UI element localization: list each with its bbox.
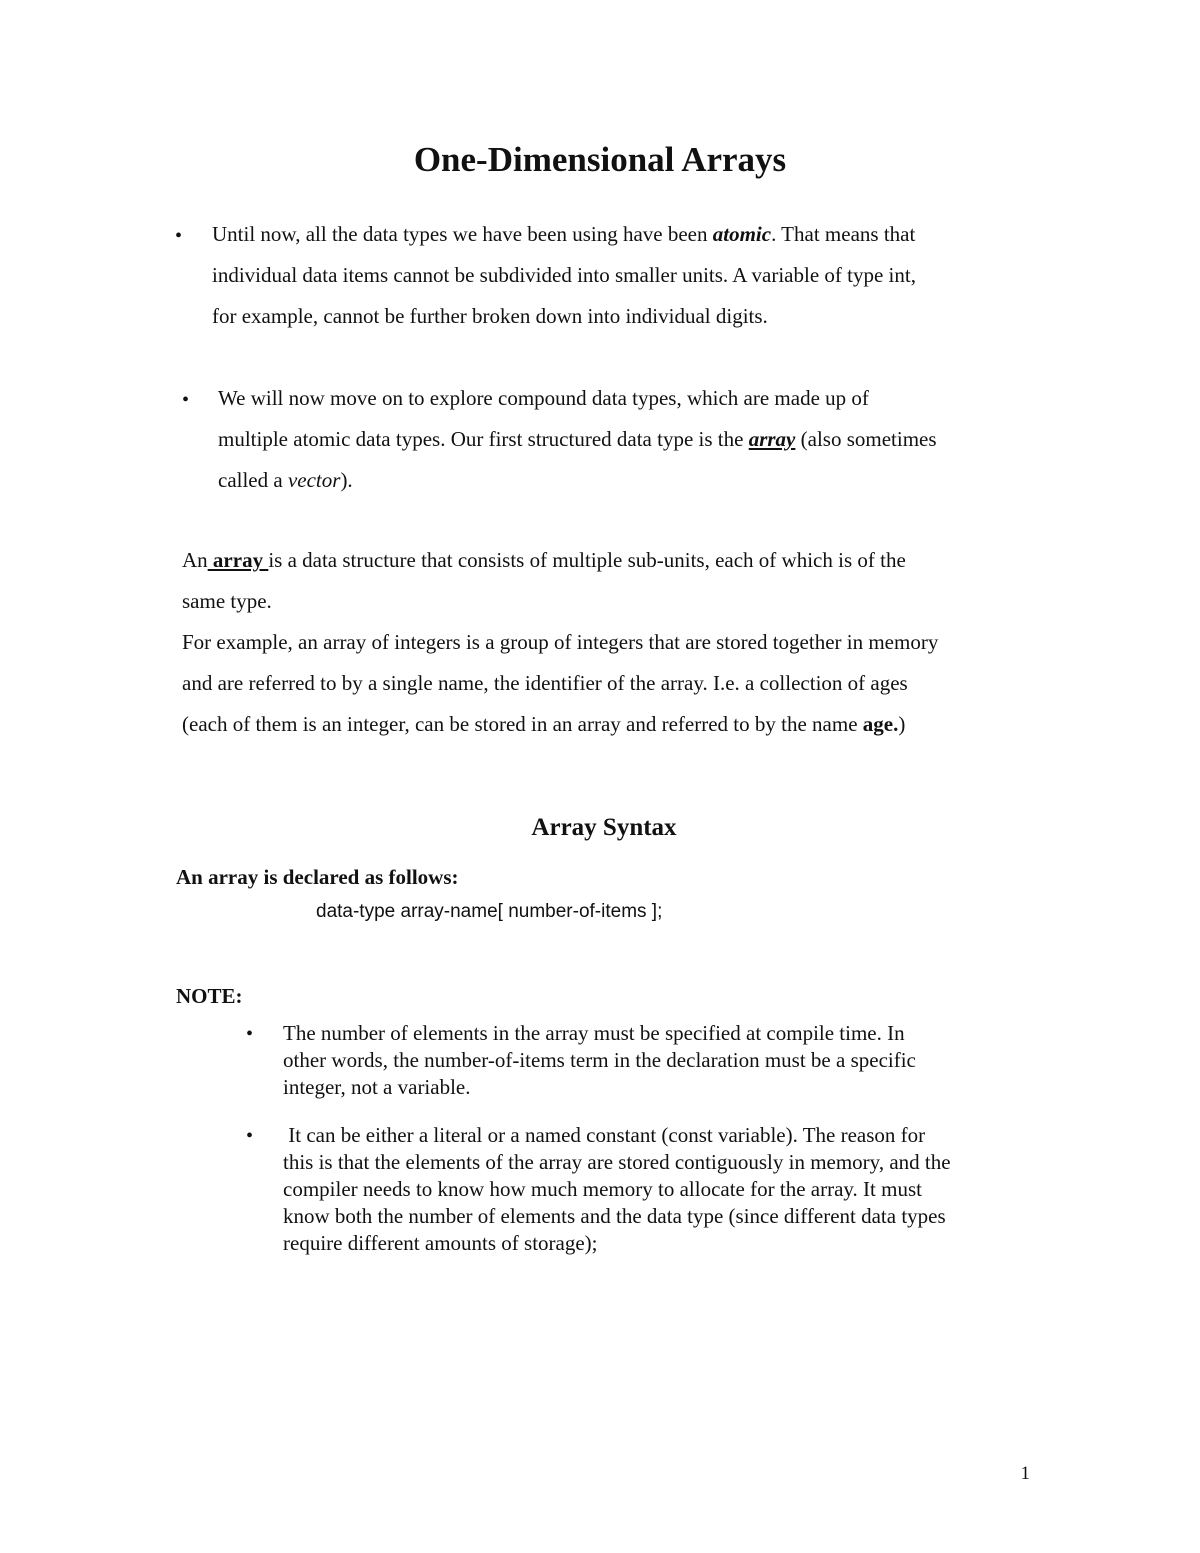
bullet-marker: • bbox=[175, 225, 183, 247]
text-run: . That means that bbox=[771, 222, 916, 246]
text-line: We will now move on to explore compound data types, which are made up of bbox=[218, 386, 869, 410]
syntax-line: data-type array-name[ number-of-items ]; bbox=[316, 901, 663, 922]
text-run: Until now, all the data types we have been using have been bbox=[212, 222, 713, 246]
text-run: (also sometimes bbox=[795, 427, 937, 451]
text-line: require different amounts of storage); bbox=[283, 1231, 598, 1255]
text-line: compiler needs to know how much memory to allocate for the array. It must bbox=[283, 1177, 922, 1201]
bullet-paragraph-compound bbox=[218, 378, 937, 501]
bullet-marker: • bbox=[246, 1125, 254, 1147]
text-line: integer, not a variable. bbox=[283, 1075, 471, 1099]
page-number: 1 bbox=[1020, 1463, 1030, 1484]
emphasis-atomic: atomic bbox=[712, 222, 772, 246]
text-line bbox=[218, 460, 937, 501]
note-heading: NOTE: bbox=[176, 984, 243, 1008]
emphasis-array: array bbox=[748, 427, 796, 451]
note-paragraph-constant bbox=[283, 1122, 951, 1257]
text-run: called a bbox=[218, 468, 288, 492]
text-line: individual data items cannot be subdivided into smaller units. A variable of type int, bbox=[212, 263, 916, 287]
text-line: It can be either a literal or a named constant (const variable). The reason for bbox=[283, 1123, 926, 1147]
text-line: For example, an array of integers is a group of integers that are stored together in memory bbox=[182, 630, 939, 654]
text-line: same type. bbox=[182, 589, 272, 613]
text-run: ). bbox=[340, 468, 353, 492]
text-line bbox=[212, 214, 916, 255]
emphasis-vector: vector bbox=[287, 468, 341, 492]
definition-paragraph bbox=[182, 540, 938, 745]
term-age: age. bbox=[862, 712, 899, 736]
bullet-marker: • bbox=[246, 1023, 254, 1045]
bullet-marker: • bbox=[182, 389, 190, 411]
declared-heading: An array is declared as follows: bbox=[176, 865, 459, 889]
text-line: this is that the elements of the array are stored contiguously in memory, and the bbox=[283, 1150, 951, 1174]
text-line bbox=[218, 419, 937, 460]
text-run: (each of them is an integer, can be stored in an array and referred to by the name bbox=[182, 712, 863, 736]
text-line bbox=[182, 540, 938, 581]
page-title: One-Dimensional Arrays bbox=[413, 140, 787, 179]
text-run: ) bbox=[898, 712, 906, 736]
text-run: is a data structure that consists of multiple sub-units, each of which is of the bbox=[268, 548, 906, 572]
text-line: The number of elements in the array must be specified at compile time. In bbox=[283, 1021, 905, 1045]
text-line: for example, cannot be further broken down into individual digits. bbox=[212, 304, 768, 328]
text-run: An bbox=[182, 548, 208, 572]
text-line: know both the number of elements and the data type (since different data types bbox=[283, 1204, 946, 1228]
text-run: multiple atomic data types. Our first structured data type is the bbox=[218, 427, 749, 451]
note-paragraph-compile-time bbox=[283, 1020, 916, 1101]
text-line bbox=[182, 704, 938, 745]
section-heading: Array Syntax bbox=[531, 814, 677, 841]
text-line: other words, the number-of-items term in the declaration must be a specific bbox=[283, 1048, 916, 1072]
bullet-paragraph-atomic bbox=[212, 214, 916, 337]
term-array: array bbox=[207, 548, 269, 572]
text-line: and are referred to by a single name, the identifier of the array. I.e. a collection of ages bbox=[182, 671, 908, 695]
